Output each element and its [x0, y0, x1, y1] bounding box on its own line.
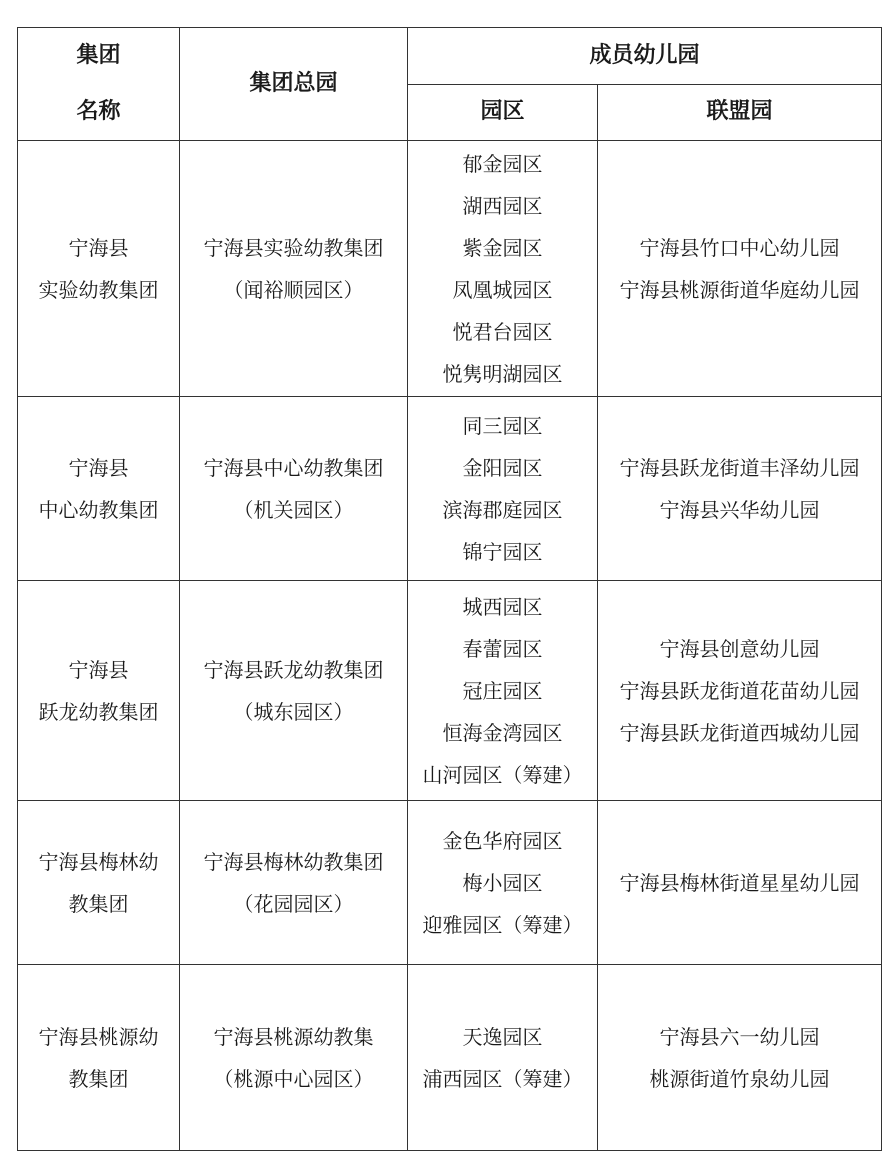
group-name-cell — [18, 965, 180, 1151]
head-park-line: （机关园区） — [233, 497, 354, 522]
campus-item: 城西园区 — [462, 594, 543, 619]
group-name-line: 跃龙幼教集团 — [38, 699, 159, 724]
head-park-line: （花园园区） — [233, 891, 354, 916]
campus-item: 梅小园区 — [462, 870, 543, 895]
header-row-1 — [18, 28, 882, 85]
campus-item: 迎雅园区（筹建） — [422, 912, 583, 937]
alliance-item: 宁海县兴华幼儿园 — [659, 497, 820, 522]
kindergarten-groups-table — [17, 27, 882, 1151]
header-group-name-line: 集团 — [76, 43, 121, 68]
campus-item: 金阳园区 — [462, 455, 543, 480]
campus-item: 恒海金湾园区 — [442, 720, 563, 745]
table-row — [18, 581, 882, 801]
campus-item: 浦西园区（筹建） — [422, 1066, 583, 1091]
group-name-line: 宁海县 — [68, 455, 129, 480]
group-name-cell — [18, 801, 180, 965]
campus-cell — [408, 141, 598, 397]
campus-cell — [408, 801, 598, 965]
head-park-cell — [180, 141, 408, 397]
campus-item: 春蕾园区 — [462, 636, 543, 661]
alliance-item: 宁海县六一幼儿园 — [659, 1024, 820, 1049]
campus-item: 悦隽明湖园区 — [442, 361, 563, 386]
group-name-line: 实验幼教集团 — [38, 277, 159, 302]
campus-item: 山河园区（筹建） — [422, 762, 583, 787]
alliance-cell — [598, 581, 882, 801]
alliance-item: 宁海县跃龙街道西城幼儿园 — [619, 720, 860, 745]
group-name-line: 宁海县梅林幼 — [38, 849, 159, 874]
head-park-line: （城东园区） — [233, 699, 354, 724]
head-park-line: （闻裕顺园区） — [223, 277, 364, 302]
alliance-item: 宁海县梅林街道星星幼儿园 — [619, 870, 860, 895]
head-park-line: 宁海县桃源幼教集 — [213, 1024, 374, 1049]
head-park-cell — [180, 581, 408, 801]
header-head-park: 集团总园 — [180, 28, 408, 141]
table-row — [18, 965, 882, 1151]
campus-item: 湖西园区 — [462, 193, 543, 218]
group-name-line: 宁海县桃源幼 — [38, 1024, 159, 1049]
campus-cell — [408, 397, 598, 581]
campus-item: 天逸园区 — [462, 1024, 543, 1049]
campus-item: 锦宁园区 — [462, 539, 543, 564]
group-name-line: 宁海县 — [68, 657, 129, 682]
header-member-kindergartens: 成员幼儿园 — [408, 28, 882, 85]
header-alliance: 联盟园 — [598, 84, 882, 141]
group-name-line: 教集团 — [68, 891, 129, 916]
campus-cell — [408, 965, 598, 1151]
group-name-line: 中心幼教集团 — [38, 497, 159, 522]
head-park-cell — [180, 965, 408, 1151]
head-park-line: 宁海县梅林幼教集团 — [203, 849, 384, 874]
alliance-cell — [598, 141, 882, 397]
group-name-line: 宁海县 — [68, 235, 129, 260]
header-campus: 园区 — [408, 84, 598, 141]
alliance-item: 宁海县桃源街道华庭幼儿园 — [619, 277, 860, 302]
alliance-cell — [598, 801, 882, 965]
head-park-cell — [180, 397, 408, 581]
campus-item: 凤凰城园区 — [452, 277, 553, 302]
campus-item: 冠庄园区 — [462, 678, 543, 703]
alliance-cell — [598, 397, 882, 581]
campus-cell — [408, 581, 598, 801]
header-group-name — [18, 28, 180, 141]
head-park-line: 宁海县中心幼教集团 — [203, 455, 384, 480]
campus-item: 紫金园区 — [462, 235, 543, 260]
table-row — [18, 801, 882, 965]
alliance-item: 宁海县跃龙街道花苗幼儿园 — [619, 678, 860, 703]
head-park-line: （桃源中心园区） — [213, 1066, 374, 1091]
table-row — [18, 141, 882, 397]
group-name-cell — [18, 581, 180, 801]
alliance-item: 宁海县跃龙街道丰泽幼儿园 — [619, 455, 860, 480]
group-name-line: 教集团 — [68, 1066, 129, 1091]
header-group-name-line: 名称 — [76, 99, 121, 124]
table-row — [18, 397, 882, 581]
alliance-item: 桃源街道竹泉幼儿园 — [649, 1066, 830, 1091]
campus-item: 郁金园区 — [462, 151, 543, 176]
campus-item: 金色华府园区 — [442, 828, 563, 853]
alliance-item: 宁海县竹口中心幼儿园 — [639, 235, 840, 260]
group-name-cell — [18, 141, 180, 397]
alliance-cell — [598, 965, 882, 1151]
group-name-cell — [18, 397, 180, 581]
campus-item: 同三园区 — [462, 413, 543, 438]
alliance-item: 宁海县创意幼儿园 — [659, 636, 820, 661]
head-park-cell — [180, 801, 408, 965]
campus-item: 悦君台园区 — [452, 319, 553, 344]
head-park-line: 宁海县跃龙幼教集团 — [203, 657, 384, 682]
head-park-line: 宁海县实验幼教集团 — [203, 235, 384, 260]
campus-item: 滨海郡庭园区 — [442, 497, 563, 522]
